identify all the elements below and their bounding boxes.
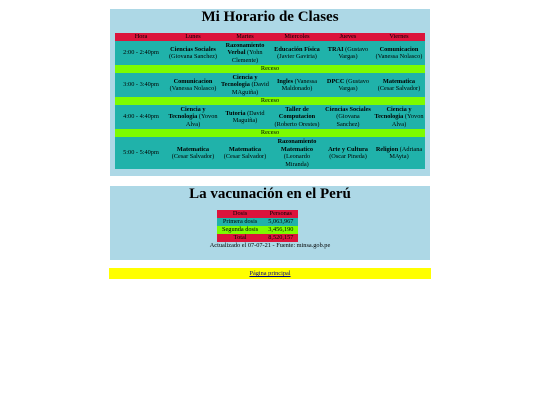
dose-count: 5,063,967 xyxy=(263,218,298,226)
class-cell xyxy=(373,137,425,169)
class-cell xyxy=(271,41,323,65)
subject-name: Taller de Computacion xyxy=(278,105,316,121)
header-hora: Hora xyxy=(115,33,167,41)
subject-name: Educación Física xyxy=(274,45,320,53)
teacher-name: (Vanessa Nolasco) xyxy=(375,53,423,60)
class-cell xyxy=(167,73,219,97)
teacher-name: (Leonardo Miranda) xyxy=(283,153,311,168)
schedule-table xyxy=(115,33,425,169)
class-cell xyxy=(219,73,271,97)
class-cell xyxy=(373,41,425,65)
teacher-name: (Cesar Salvador) xyxy=(377,85,421,92)
teacher-name: (Adriana MAyta) xyxy=(389,145,423,160)
subject-name: Razonamiento Verbal xyxy=(225,41,265,57)
subject-name: Matematica xyxy=(176,145,210,153)
class-cell xyxy=(167,137,219,169)
header-miercoles: Miercoles xyxy=(271,33,323,41)
teacher-name: (Roberto Orestes) xyxy=(274,120,320,128)
footer-bar xyxy=(109,268,431,279)
subject-name: Comunicacion xyxy=(379,45,419,53)
header-jueves: Jueves xyxy=(323,33,373,41)
class-cell xyxy=(271,73,323,97)
subject-name: Matematica xyxy=(382,77,416,85)
subject-name: Ciencia y Tecnologia xyxy=(221,73,258,89)
subject-name: Tutoria xyxy=(225,109,246,117)
class-cell xyxy=(219,41,271,65)
vaccination-row xyxy=(217,234,298,242)
vaccination-title: La vacunación en el Perú xyxy=(189,186,351,202)
class-cell xyxy=(373,105,425,129)
schedule-row xyxy=(115,73,425,97)
schedule-row xyxy=(115,137,425,169)
vaccination-row xyxy=(217,226,298,234)
header-dosis: Dosis xyxy=(217,210,263,218)
class-cell xyxy=(219,105,271,129)
schedule-row xyxy=(115,105,425,129)
subject-name: TRAI xyxy=(327,45,344,53)
teacher-name: (Oscar Pineda) xyxy=(329,153,367,160)
subject-name: Razonamiento Matematico xyxy=(277,138,317,153)
class-cell xyxy=(323,41,373,65)
dose-label: Total xyxy=(217,234,263,242)
class-cell xyxy=(271,137,323,169)
subject-name: Matematica xyxy=(228,145,262,153)
dose-count: 3,456,190 xyxy=(263,226,298,234)
teacher-name: (Gustavo Vargas) xyxy=(338,45,369,60)
class-cell xyxy=(219,137,271,169)
schedule-title: Mi Horario de Clases xyxy=(201,9,339,25)
subject-name: Ciencias Sociales xyxy=(170,45,216,53)
hora-cell: 5:00 - 5:40pm xyxy=(115,137,167,169)
teacher-name: (Giovana Sanchez) xyxy=(168,53,218,60)
header-viernes: Viernes xyxy=(373,33,425,41)
teacher-name: (Cesar Salvador) xyxy=(223,153,267,160)
teacher-name: (Vanessa Nolasco) xyxy=(169,85,217,92)
recess-label: Receso xyxy=(115,65,425,73)
vaccination-panel xyxy=(110,186,430,260)
schedule-panel xyxy=(110,9,430,176)
hora-cell: 4:00 - 4:40pm xyxy=(115,105,167,129)
subject-name: DPCC xyxy=(326,77,345,85)
class-cell xyxy=(323,73,373,97)
class-cell xyxy=(323,105,373,129)
class-cell xyxy=(167,41,219,65)
hora-cell: 2:00 - 2:40pm xyxy=(115,41,167,65)
recess-row xyxy=(115,97,425,105)
recess-row xyxy=(115,129,425,137)
recess-label: Receso xyxy=(115,129,425,137)
teacher-name: (Giovana Sanchez) xyxy=(336,113,360,128)
teacher-name: (Gustavo Vargas) xyxy=(338,77,370,92)
subject-name: Ingles xyxy=(276,77,294,85)
teacher-name: (Yohn Clemente) xyxy=(231,49,263,64)
header-lunes: Lunes xyxy=(167,33,219,41)
hora-cell: 3:00 - 3:40pm xyxy=(115,73,167,97)
recess-row xyxy=(115,65,425,73)
schedule-header-row xyxy=(115,33,425,41)
recess-label: Receso xyxy=(115,97,425,105)
dose-count: 8,520,157 xyxy=(263,234,298,242)
subject-name: Arte y Cultura xyxy=(328,145,368,153)
class-cell xyxy=(373,73,425,97)
dose-label: Segunda dosis xyxy=(217,226,263,234)
teacher-name: (David Maguiña) xyxy=(232,109,265,124)
subject-name: Ciencia y Tecnologia xyxy=(168,105,206,121)
subject-name: Ciencias Sociales xyxy=(325,105,371,113)
schedule-row xyxy=(115,41,425,65)
subject-name: Religion xyxy=(375,145,399,153)
dose-label: Primera dosis xyxy=(217,218,263,226)
teacher-name: (Vanessa Maldonado) xyxy=(281,77,318,92)
teacher-name: (Yovon Alva) xyxy=(185,113,218,128)
teacher-name: (Yovon Alva) xyxy=(391,113,424,128)
class-cell xyxy=(167,105,219,129)
vaccination-header-row xyxy=(217,210,298,218)
home-link[interactable]: Página principal xyxy=(249,270,291,277)
vaccination-table xyxy=(217,210,298,242)
class-cell xyxy=(271,105,323,129)
update-note: Actualizado el 07-07-21 - Fuente: minsa.gob.pe xyxy=(209,242,331,249)
class-cell xyxy=(323,137,373,169)
teacher-name: (Javier Gaviria) xyxy=(277,53,317,60)
header-martes: Martes xyxy=(219,33,271,41)
vaccination-row xyxy=(217,218,298,226)
header-personas: Personas xyxy=(263,210,298,218)
subject-name: Ciencia y Tecnologia xyxy=(374,105,412,121)
teacher-name: (David MAguiña) xyxy=(231,81,269,96)
subject-name: Comunicacion xyxy=(173,77,213,85)
teacher-name: (Cesar Salvador) xyxy=(171,153,215,160)
